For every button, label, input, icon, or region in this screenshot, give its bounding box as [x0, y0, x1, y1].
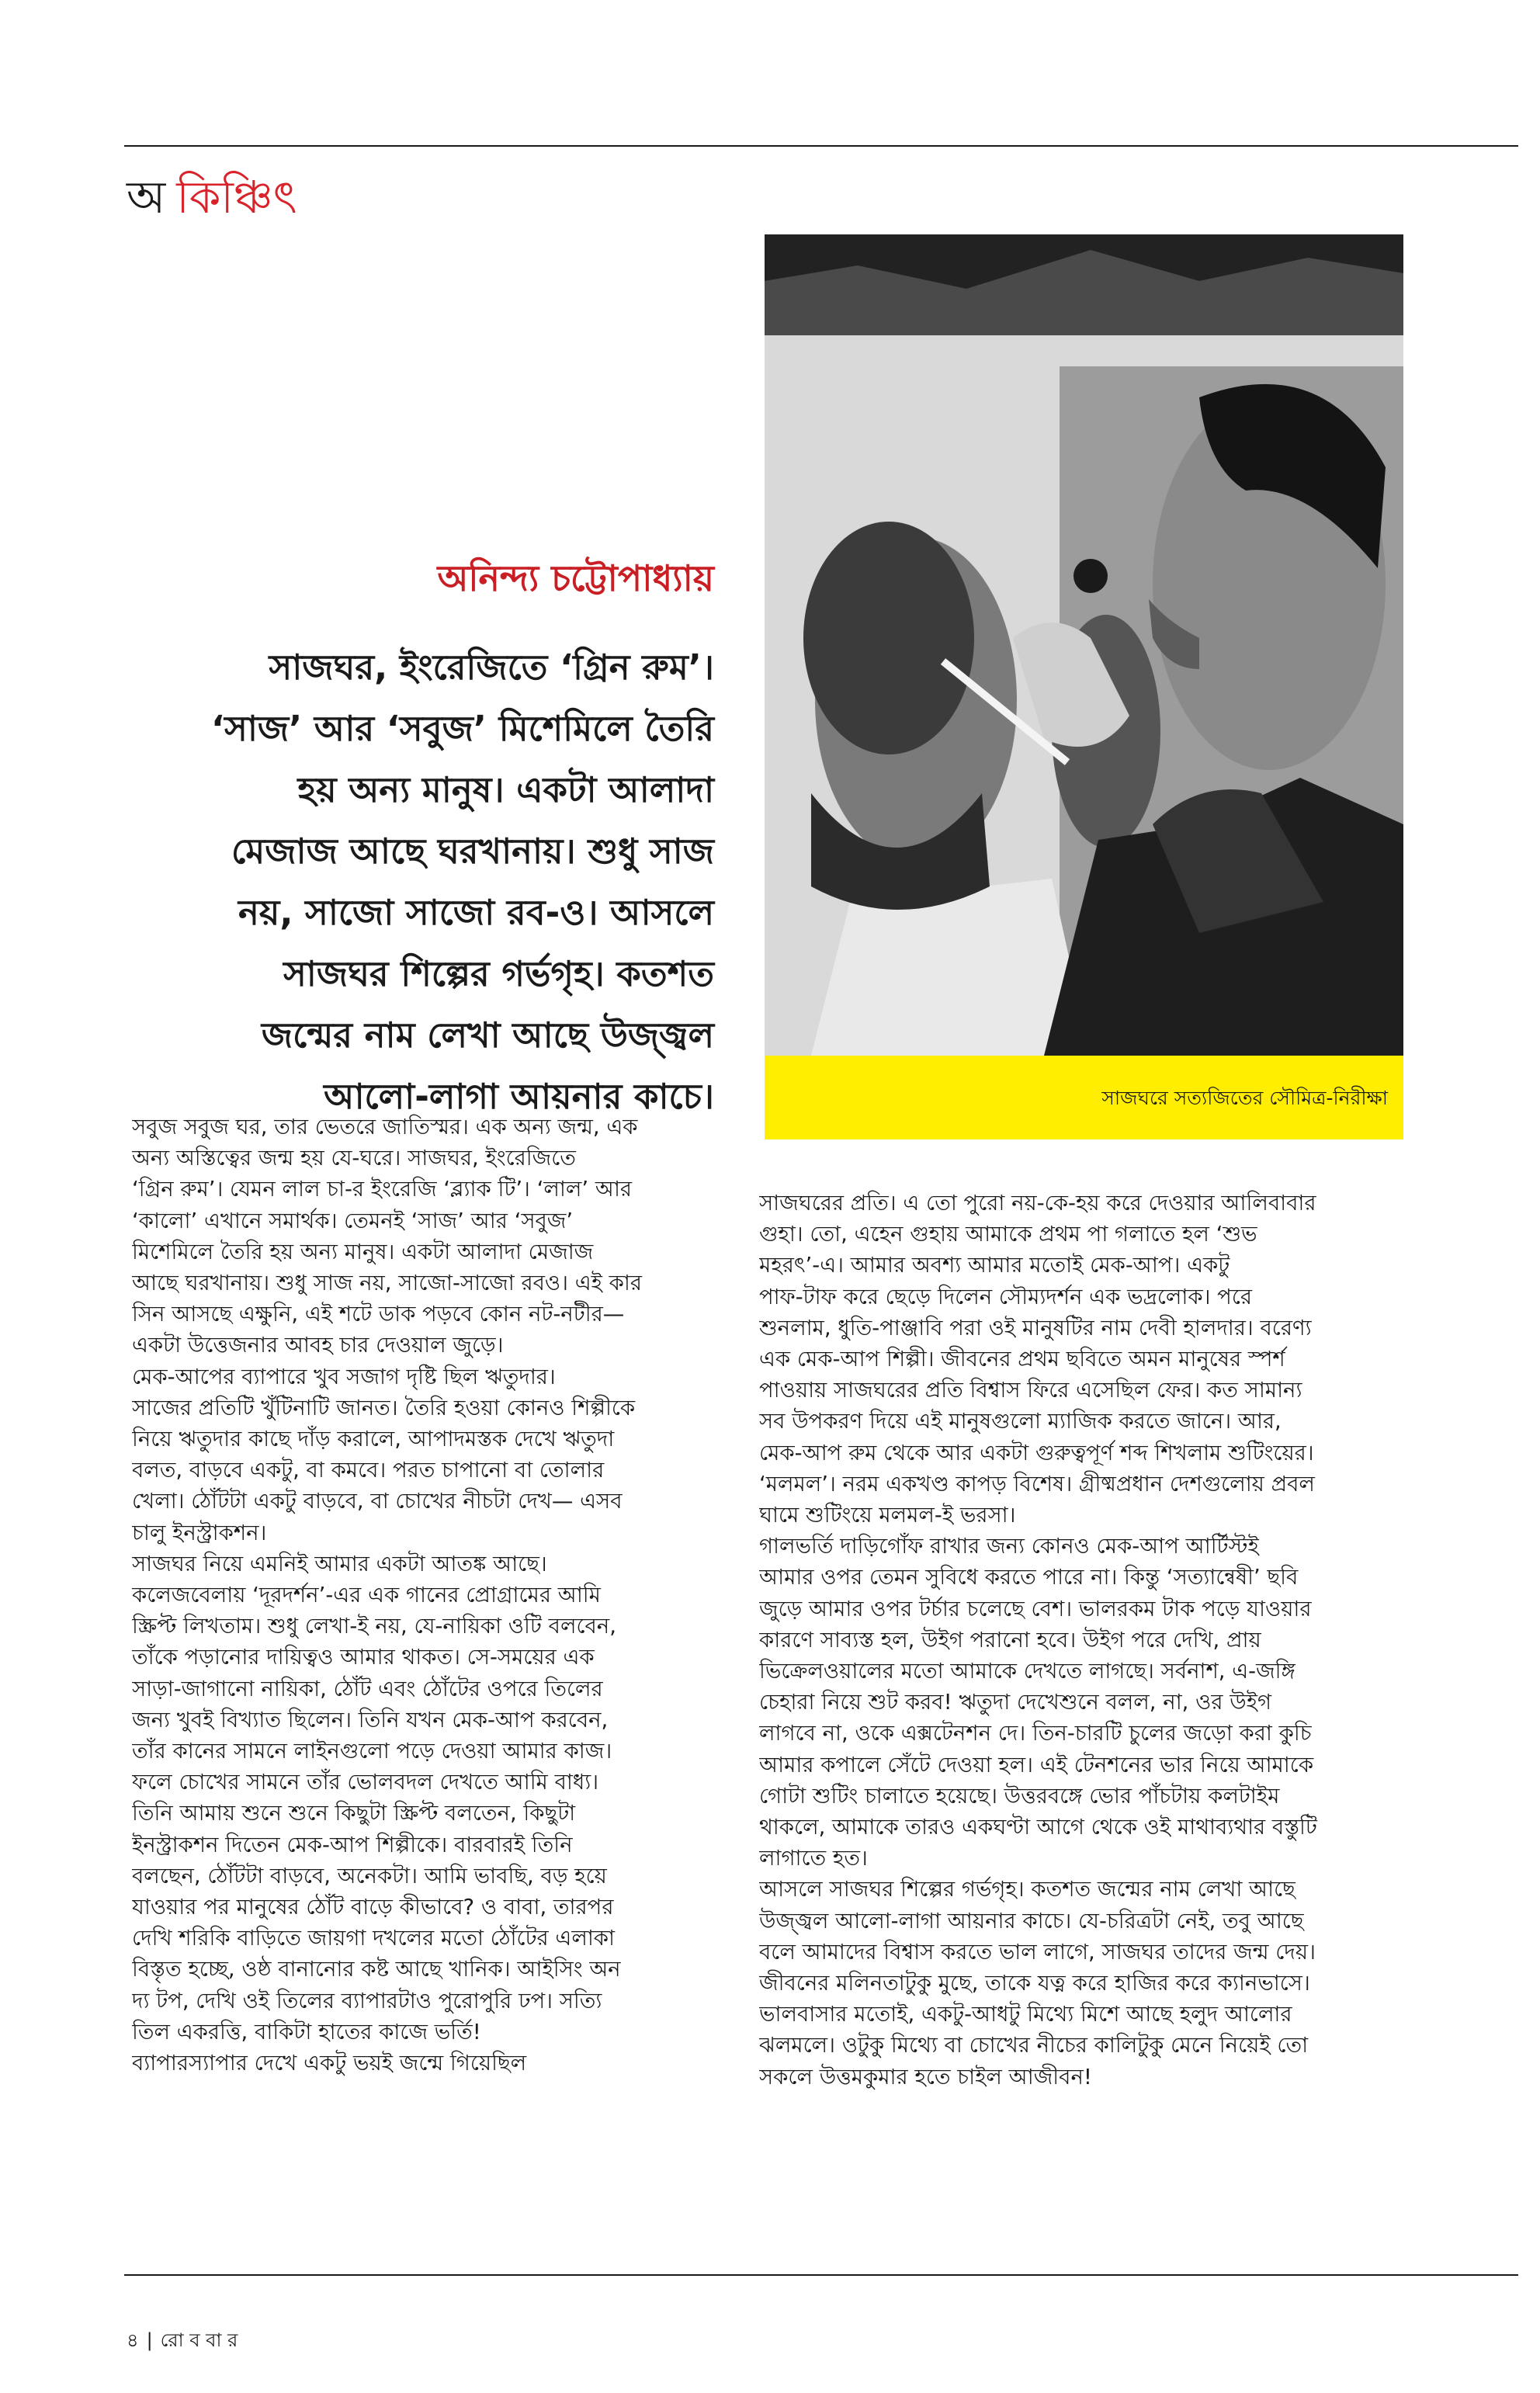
body-line: পাফ-টাফ করে ছেড়ে দিলেন সৌম্যদর্শন এক ভদ্রলোক। পরে	[759, 1284, 1253, 1309]
page-footer	[127, 2327, 238, 2353]
caption-band	[765, 1056, 1403, 1139]
body-line: সকলে উত্তমকুমার হতে চাইল আজীবন!	[759, 2064, 1092, 2090]
body-line: ‘গ্রিন রুম’। যেমন লাল চা-র ইংরেজি ‘ব্ল্যাক টি’। ‘লাল’ আর	[132, 1177, 633, 1202]
page-number: ৪	[127, 2329, 139, 2351]
lead-line: নয়, সাজো সাজো রব-ও। আসলে	[238, 892, 714, 933]
body-line: লাগবে না, ওকে এক্সটেনশন দে। তিন-চারটি চুলের জড়ো করা কুচি	[759, 1721, 1312, 1746]
body-line: শুনলাম, ধুতি-পাঞ্জাবি পরা ওই মানুষটির নাম দেবী হালদার। বরেণ্য	[759, 1315, 1312, 1340]
body-line: উজ্জ্বল আলো-লাগা আয়নার কাচে। যে-চরিত্রটা নেই, তবু আছে	[759, 1908, 1304, 1933]
body-line: ভিক্রেলওয়ালের মতো আমাকে দেখতে লাগছে। সর্বনাশ, এ-জঙ্গি	[759, 1659, 1295, 1684]
body-line: তিনি আমায় শুনে শুনে কিছুটা স্ক্রিপ্ট বলতেন, কিছুটা	[132, 1801, 576, 1826]
body-line: ঘামে শুটিংয়ে মলমল-ই ভরসা।	[759, 1503, 1016, 1528]
lead-line: সাজঘর শিল্পের গর্ভগৃহ। কতশত	[283, 953, 714, 994]
body-line: থাকলে, আমাকে তারও একঘণ্টা আগে থেকে ওই মাথাব্যথার বস্তুটি	[759, 1815, 1317, 1840]
body-line: একটা উত্তেজনার আবহ চার দেওয়াল জুড়ে।	[132, 1333, 504, 1358]
body-line: ব্যাপারস্যাপার দেখে একটু ভয়ই জন্মে গিয়েছিল	[132, 2051, 527, 2076]
body-line: জন্য খুবই বিখ্যাত ছিলেন। তিনি যখন মেক-আপ করবেন,	[132, 1707, 609, 1732]
section-prefix: অ	[127, 171, 166, 224]
body-line: সাজঘরের প্রতি। এ তো পুরো নয়-কে-হয় করে দেওয়ার আলিবাবার	[759, 1191, 1316, 1216]
body-line: গুহা। তো, এহেন গুহায় আমাকে প্রথম পা গলাতে হল ‘শুভ	[759, 1222, 1257, 1247]
body-line: সাজের প্রতিটি খুঁটিনাটি জানত। তৈরি হওয়া কোনও শিল্পীকে	[132, 1395, 636, 1420]
body-line: জুড়ে আমার ওপর টর্চার চলেছে বেশ। ভালরকম টাক পড়ে যাওয়ার	[759, 1596, 1312, 1621]
publication-name: রো ব বা র	[160, 2329, 238, 2351]
body-line: মিশেমিলে তৈরি হয় অন্য মানুষ। একটা আলাদা মেজাজ	[132, 1239, 594, 1264]
body-line: তাঁর কানের সামনে লাইনগুলো পড়ে দেওয়া আমার কাজ।	[132, 1739, 612, 1764]
body-line: ইনস্ট্রাকশন দিতেন মেক-আপ শিল্পীকে। বারবারই তিনি	[132, 1832, 573, 1857]
body-line: ‘কালো’ এখানে সমার্থক। তেমনই ‘সাজ’ আর ‘সবুজ’	[132, 1208, 574, 1233]
body-line: অন্য অস্তিত্বের জন্ম হয় যে-ঘরে। সাজঘর, ইংরেজিতে	[132, 1146, 576, 1171]
body-line: মহরৎ’-এ। আমার অবশ্য আমার মতোই মেক-আপ। একটু	[759, 1253, 1230, 1278]
body-line: সিন আসছে এক্ষুনি, এই শটে ডাক পড়বে কোন নট-নটীর—	[132, 1302, 625, 1327]
body-line: বিস্তৃত হচ্ছে, ওষ্ঠ বানানোর কষ্ট আছে খানিক। আইসিং অন	[132, 1957, 621, 1982]
body-line: বলছেন, ঠোঁটটা বাড়বে, অনেকটা। আমি ভাবছি, বড় হয়ে	[132, 1863, 607, 1888]
body-line: ফলে চোখের সামনে তাঁর ভোলবদল দেখতে আমি বাধ্য।	[132, 1770, 599, 1795]
section-title	[127, 166, 297, 228]
right-column	[759, 1188, 1415, 2093]
article-photo	[765, 234, 1403, 1056]
body-line: আসলে সাজঘর শিল্পের গর্ভগৃহ। কতশত জন্মের নাম লেখা আছে	[759, 1877, 1295, 1902]
body-line: সাড়া-জাগানো নায়িকা, ঠোঁট এবং ঠোঁটের ওপরে তিলের	[132, 1676, 603, 1701]
body-line: জীবনের মলিনতাটুকু মুছে, তাকে যত্ন করে হাজির করে ক্যানভাসে।	[759, 1971, 1310, 1996]
body-line: মেক-আপের ব্যাপারে খুব সজাগ দৃষ্টি ছিল ঋতুদার।	[132, 1364, 556, 1389]
body-line: যাওয়ার পর মানুষের ঠোঁট বাড়ে কীভাবে? ও বাবা, তারপর	[132, 1895, 614, 1920]
body-line: সবুজ সবুজ ঘর, তার ভেতরে জাতিস্মর। এক অন্য জন্ম, এক	[132, 1115, 638, 1139]
body-line: ‘মলমল’। নরম একখণ্ড কাপড় বিশেষ। গ্রীষ্মপ্রধান দেশগুলোয় প্রবল	[759, 1471, 1315, 1496]
body-line: তাঁকে পড়ানোর দায়িত্বও আমার থাকত। সে-সময়ের এক	[132, 1645, 595, 1670]
body-line: আছে ঘরখানায়। শুধু সাজ নয়, সাজো-সাজো রবও। এই কার	[132, 1271, 643, 1296]
body-line: বলত, বাড়বে একটু, বা কমবে। পরত চাপানো বা তোলার	[132, 1458, 605, 1483]
body-line: নিয়ে ঋতুদার কাছে দাঁড় করালে, আপাদমস্তক দেখে ঋতুদা	[132, 1427, 615, 1452]
body-line: এক মেক-আপ শিল্পী। জীবনের প্রথম ছবিতে অমন মানুষের স্পর্শ	[759, 1347, 1285, 1372]
body-line: পাওয়ায় সাজঘরের প্রতি বিশ্বাস ফিরে এসেছিল ফের। কত সামান্য	[759, 1378, 1302, 1403]
top-rule	[124, 145, 1518, 147]
lead-line: হয় অন্য মানুষ। একটা আলাদা	[297, 769, 714, 810]
body-line: দেখি শরিকি বাড়িতে জায়গা দখলের মতো ঠোঁটের এলাকা	[132, 1926, 616, 1951]
body-line: সব উপকরণ দিয়ে এই মানুষগুলো ম্যাজিক করতে জানে। আর,	[759, 1409, 1282, 1434]
body-line: বলে আমাদের বিশ্বাস করতে ভাল লাগে, সাজঘর তাদের জন্ম দেয়।	[759, 1939, 1316, 1965]
lead-paragraph	[194, 636, 714, 1127]
left-column	[132, 1112, 718, 2079]
body-line: খেলা। ঠোঁটটা একটু বাড়বে, বা চোখের নীচটা দেখ— এসব	[132, 1489, 623, 1514]
body-line: গোটা শুটিং চালাতে হয়েছে। উত্তরবঙ্গে ভোর পাঁচটায় কলটাইম	[759, 1783, 1280, 1809]
photo-caption: সাজঘরে সত্যজিতের সৌমিত্র-নিরীক্ষা	[1101, 1087, 1388, 1109]
body-line: ভালবাসার মতোই, একটু-আধটু মিথ্যে মিশে আছে হলুদ আলোর	[759, 2002, 1292, 2027]
body-line: আমার কপালে সেঁটে দেওয়া হল। এই টেনশনের ভার নিয়ে আমাকে	[759, 1752, 1314, 1777]
body-line: মেক-আপ রুম থেকে আর একটা গুরুত্বপূর্ণ শব্দ শিখলাম শুটিংয়ের।	[759, 1440, 1314, 1465]
body-line: সাজঘর নিয়ে এমনিই আমার একটা আতঙ্ক আছে।	[132, 1551, 547, 1576]
lead-line: ‘সাজ’ আর ‘সবুজ’ মিশেমিলে তৈরি	[211, 708, 714, 749]
lead-line: মেজাজ আছে ঘরখানায়। শুধু সাজ	[231, 831, 714, 872]
body-line: আমার ওপর তেমন সুবিধে করতে পারে না। কিন্তু ‘সত্যান্বেষী’ ছবি	[759, 1565, 1299, 1590]
body-line: তিল একরত্তি, বাকিটা হাতের কাজে ভর্তি!	[132, 2019, 481, 2044]
lead-line: জন্মের নাম লেখা আছে উজ্জ্বল	[261, 1014, 714, 1056]
body-line: চালু ইনস্ট্রাকশন।	[132, 1520, 267, 1545]
bottom-rule	[124, 2274, 1518, 2276]
body-line: স্ক্রিপ্ট লিখতাম। শুধু লেখা-ই নয়, যে-নায়িকা ওটি বলবেন,	[132, 1614, 616, 1639]
body-line: কলেজবেলায় ‘দূরদর্শন’-এর এক গানের প্রোগ্রামের আমি	[132, 1583, 601, 1608]
lead-line: সাজঘর, ইংরেজিতে ‘গ্রিন রুম’।	[269, 647, 714, 688]
lead-line: আলো-লাগা আয়নার কাচে।	[324, 1076, 714, 1117]
footer-separator: |	[146, 2329, 153, 2351]
body-line: দ্য টপ, দেখি ওই তিলের ব্যাপারটাও পুরোপুরি ঢপ। সত্যি	[132, 1988, 602, 2013]
body-line: ঝলমলে। ওটুকু মিথ্যে বা চোখের নীচের কালিটুকু মেনে নিয়েই তো	[759, 2033, 1309, 2058]
body-line: লাগাতে হত।	[759, 1846, 868, 1871]
body-line: গালভর্তি দাড়িগোঁফ রাখার জন্য কোনও মেক-আপ আর্টিস্টই	[759, 1534, 1259, 1559]
body-line: চেহারা নিয়ে শুট করব! ঋতুদা দেখেশুনে বলল, না, ওর উইগ	[759, 1690, 1272, 1715]
photo-illustration	[765, 234, 1403, 1056]
body-line: কারণে সাব্যস্ত হল, উইগ পরানো হবে। উইগ পরে দেখি, প্রায়	[759, 1627, 1261, 1653]
author-name: অনিন্দ্য চট্টোপাধ্যায়	[437, 557, 714, 599]
section-name: কিঞ্চিৎ	[176, 171, 297, 224]
